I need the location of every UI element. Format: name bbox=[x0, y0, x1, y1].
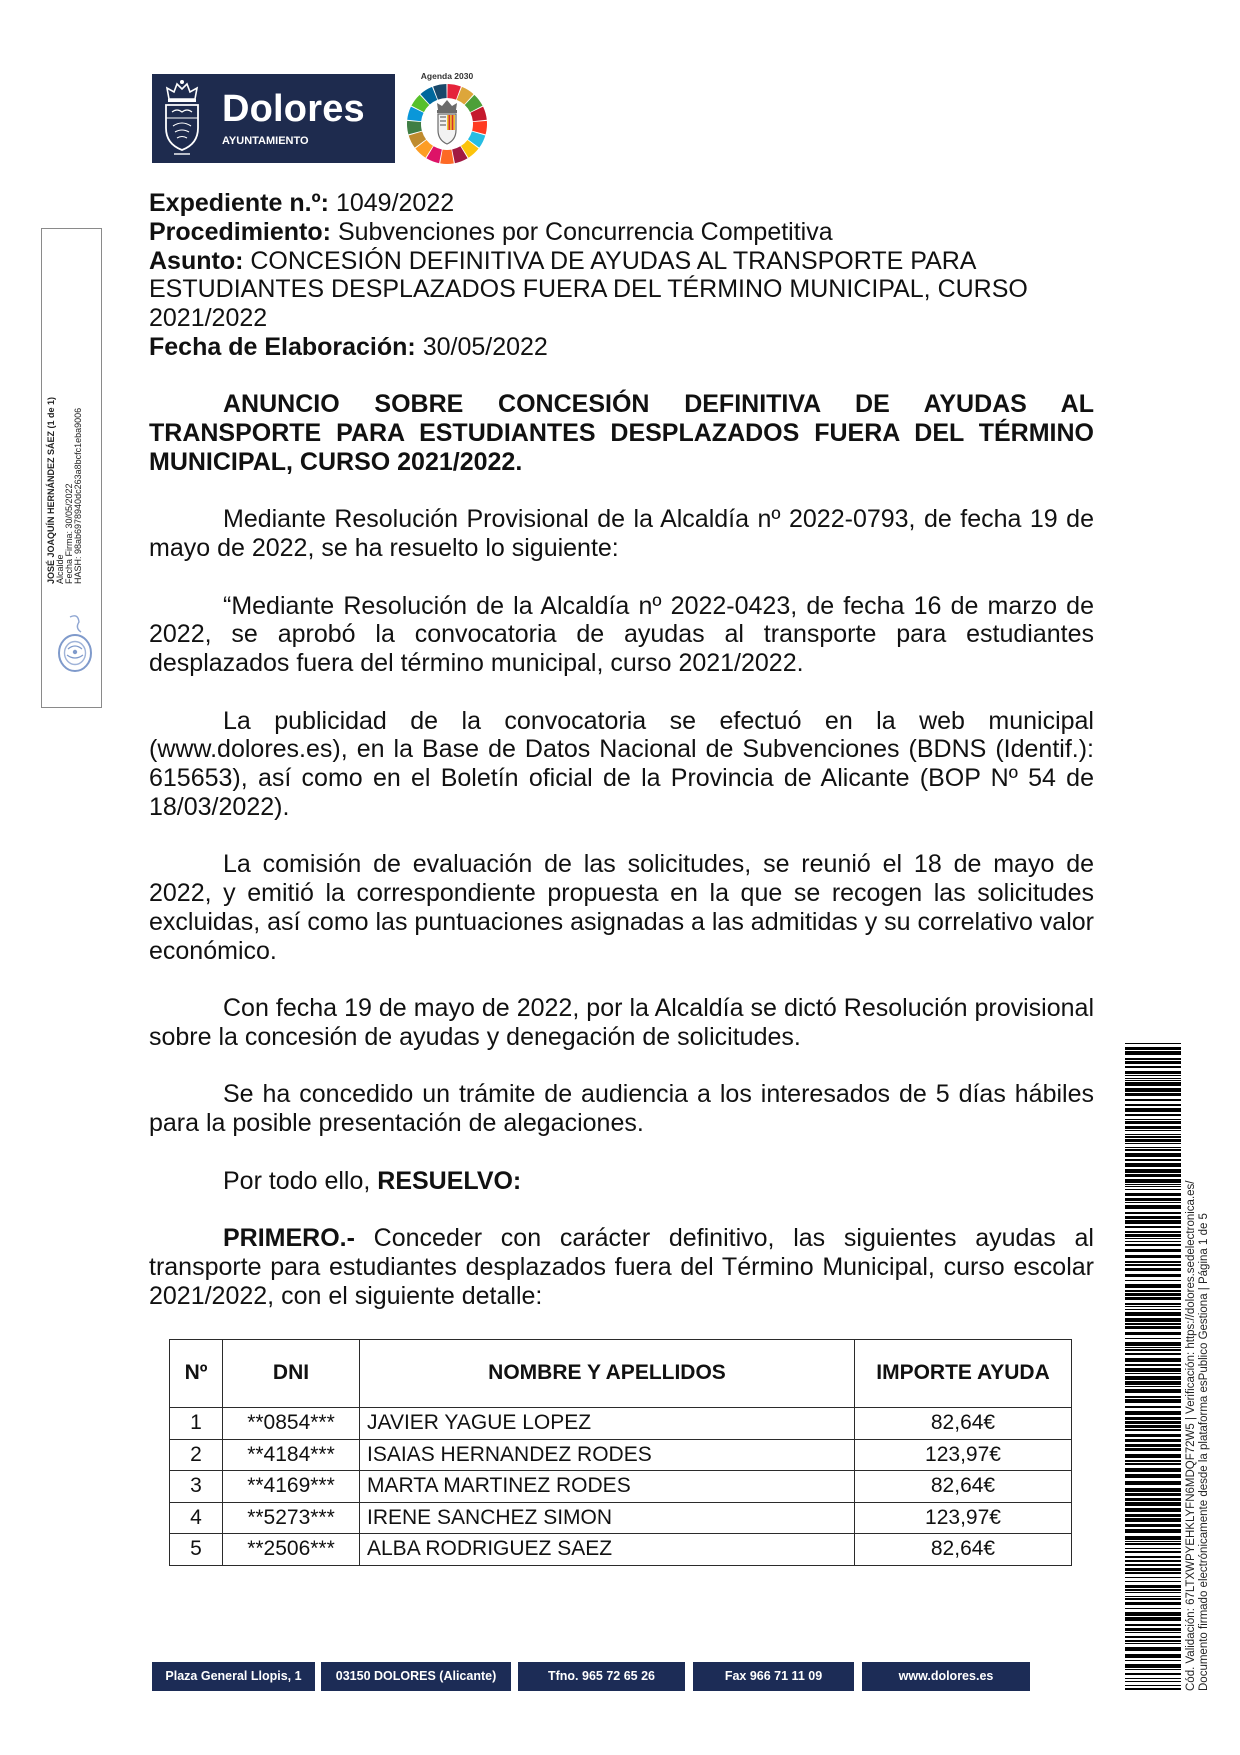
barcode-bar bbox=[1125, 1349, 1181, 1351]
barcode-bar bbox=[1125, 1220, 1181, 1224]
barcode-bar bbox=[1125, 1179, 1181, 1183]
paragraph-publicidad: La publicidad de la convocatoria se efectuó en la web municipal (www.dolores.es), en la Base de Datos Nacional de Subvenciones (BDNS (Identif.): 615653), así como en el Boletín oficial de la Provincia de Alicante (BOP Nº 54 de 18/03/2022). bbox=[149, 706, 1094, 821]
logo-name: Dolores bbox=[222, 88, 365, 130]
document-body bbox=[149, 189, 1094, 1566]
barcode-bar bbox=[1125, 1612, 1181, 1616]
barcode-bar bbox=[1125, 1581, 1181, 1582]
barcode-bar bbox=[1125, 1280, 1181, 1281]
barcode-bar bbox=[1125, 1444, 1181, 1447]
barcode-bar bbox=[1125, 1664, 1181, 1668]
barcode-bar bbox=[1125, 1364, 1181, 1366]
barcode-bar bbox=[1125, 1078, 1181, 1079]
barcode-bar bbox=[1125, 1460, 1181, 1462]
barcode-bar bbox=[1125, 1488, 1181, 1492]
signature-text bbox=[47, 344, 83, 584]
table-row bbox=[170, 1408, 1072, 1440]
barcode-bar bbox=[1125, 1529, 1181, 1533]
paragraph-audiencia: Se ha concedido un trámite de audiencia a los interesados de 5 días hábiles para la posible presentación de alegaciones. bbox=[149, 1080, 1094, 1137]
barcode-bar bbox=[1125, 1193, 1181, 1196]
expediente-line bbox=[149, 189, 1094, 218]
validation-platform-line: Documento firmado electrónicamente desde la plataforma esPublico Gestiona | Página 1 de 5 bbox=[1197, 1213, 1210, 1691]
barcode-bar bbox=[1125, 1608, 1181, 1609]
barcode-bar bbox=[1125, 1163, 1181, 1167]
barcode-bar bbox=[1125, 1212, 1181, 1214]
barcode-bar bbox=[1125, 1108, 1181, 1112]
barcode-bar bbox=[1125, 1628, 1181, 1631]
barcode-bar bbox=[1125, 1439, 1181, 1442]
barcode-bar bbox=[1125, 1082, 1181, 1086]
barcode-bar bbox=[1125, 1255, 1181, 1258]
barcode-bar bbox=[1125, 1481, 1181, 1485]
agenda-2030-logo bbox=[401, 70, 493, 166]
barcode-bar bbox=[1125, 1399, 1181, 1403]
barcode-bar bbox=[1125, 1585, 1181, 1588]
cell-importe: 82,64€ bbox=[855, 1534, 1072, 1566]
barcode-bar bbox=[1125, 1411, 1181, 1415]
barcode-bar bbox=[1125, 1309, 1181, 1310]
cell-dni: **4169*** bbox=[223, 1471, 360, 1503]
barcode-bar bbox=[1125, 1075, 1181, 1076]
barcode-bar bbox=[1125, 1323, 1181, 1325]
cell-nombre: JAVIER YAGUE LOPEZ bbox=[360, 1408, 855, 1440]
barcode-bar bbox=[1125, 1514, 1181, 1517]
barcode-bar bbox=[1125, 1598, 1181, 1600]
barcode-bar bbox=[1125, 1244, 1181, 1246]
barcode-bar bbox=[1125, 1541, 1181, 1542]
barcode-bar bbox=[1125, 1463, 1181, 1465]
barcode-bar bbox=[1125, 1234, 1181, 1237]
barcode-bar bbox=[1125, 1429, 1181, 1431]
barcode-bar bbox=[1125, 1198, 1181, 1201]
table-row bbox=[170, 1471, 1072, 1503]
barcode-bar bbox=[1125, 1293, 1181, 1296]
barcode-bar bbox=[1125, 1358, 1181, 1362]
barcode-bar bbox=[1125, 1596, 1181, 1597]
barcode-bar bbox=[1125, 1421, 1181, 1424]
cell-dni: **5273*** bbox=[223, 1502, 360, 1534]
asunto-value: CONCESIÓN DEFINITIVA DE AYUDAS AL TRANSPORTE PARA ESTUDIANTES DESPLAZADOS FUERA DEL TÉRMINO MUNICIPAL, CURSO 2021/2022 bbox=[149, 246, 1028, 332]
barcode-bar bbox=[1125, 1681, 1181, 1682]
barcode-bar bbox=[1125, 1548, 1181, 1549]
asunto-line bbox=[149, 247, 1094, 333]
ayudas-table bbox=[169, 1339, 1072, 1566]
barcode-bar bbox=[1125, 1189, 1181, 1190]
procedimiento-value: Subvenciones por Concurrencia Competitiva bbox=[337, 217, 833, 246]
cell-numero: 1 bbox=[170, 1408, 223, 1440]
barcode-bar bbox=[1125, 1592, 1181, 1593]
expediente-value: 1049/2022 bbox=[335, 189, 455, 217]
barcode-bar bbox=[1125, 1290, 1181, 1292]
barcode-bar bbox=[1125, 1061, 1181, 1064]
barcode-bar bbox=[1125, 1130, 1181, 1131]
barcode-bar bbox=[1125, 1654, 1181, 1658]
barcode-bar bbox=[1125, 1640, 1181, 1642]
barcode-bar bbox=[1125, 1632, 1181, 1633]
barcode-bar bbox=[1125, 1332, 1181, 1335]
barcode-bar bbox=[1125, 1373, 1181, 1374]
procedimiento-line bbox=[149, 218, 1094, 247]
barcode-bar bbox=[1125, 1389, 1181, 1393]
barcode-bar bbox=[1125, 1264, 1181, 1266]
paragraph-convocatoria: “Mediante Resolución de la Alcaldía nº 2022-0423, de fecha 16 de marzo de 2022, se aprobó la convocatoria de ayudas al transporte para estudiantes desplazados fuera del término municipal, curso 2021/2022. bbox=[149, 591, 1094, 677]
barcode-bar bbox=[1125, 1186, 1181, 1187]
barcode-bar bbox=[1125, 1386, 1181, 1387]
barcode-bar bbox=[1125, 1066, 1181, 1068]
primero-label: PRIMERO.- bbox=[223, 1224, 355, 1252]
barcode-bar bbox=[1125, 1297, 1181, 1300]
barcode-bar bbox=[1125, 1602, 1181, 1605]
barcode-bar bbox=[1125, 1468, 1181, 1472]
barcode-bar bbox=[1125, 1080, 1181, 1081]
barcode-bar bbox=[1125, 1406, 1181, 1408]
barcode-bar bbox=[1125, 1685, 1181, 1686]
barcode-bar bbox=[1125, 1518, 1181, 1522]
barcode-bar bbox=[1125, 1577, 1181, 1578]
barcode-bar bbox=[1125, 1617, 1181, 1621]
barcode-bar bbox=[1125, 1043, 1181, 1044]
barcode-bar bbox=[1125, 1088, 1181, 1092]
barcode-bar bbox=[1125, 1502, 1181, 1506]
barcode-bar bbox=[1125, 1274, 1181, 1277]
barcode-bar bbox=[1125, 1669, 1181, 1670]
barcode-bar bbox=[1125, 1147, 1181, 1148]
barcode-bar bbox=[1125, 1347, 1181, 1348]
cell-importe: 82,64€ bbox=[855, 1408, 1072, 1440]
barcode-bar bbox=[1125, 1688, 1181, 1690]
barcode-bar bbox=[1125, 1425, 1181, 1428]
barcode-bar bbox=[1125, 1678, 1181, 1679]
document-title: ANUNCIO SOBRE CONCESIÓN DEFINITIVA DE AYUDAS AL TRANSPORTE PARA ESTUDIANTES DESPLAZADOS FUERA DEL TÉRMINO MUNICIPAL, CURSO 2021/2022. bbox=[149, 390, 1094, 476]
barcode-bar bbox=[1125, 1136, 1181, 1138]
signer-name: JOSÉ JOAQUÍN HERNÁNDEZ SÁEZ (1 de 1) bbox=[46, 396, 56, 584]
barcode-bar bbox=[1125, 1119, 1181, 1120]
barcode-bar bbox=[1125, 1202, 1181, 1203]
barcode-bar bbox=[1125, 1508, 1181, 1512]
cell-dni: **0854*** bbox=[223, 1408, 360, 1440]
barcode-bar bbox=[1125, 1572, 1181, 1574]
cell-numero: 5 bbox=[170, 1534, 223, 1566]
barcode-bar bbox=[1125, 1564, 1181, 1566]
barcode-bar bbox=[1125, 1660, 1181, 1661]
barcode-bar bbox=[1125, 1543, 1181, 1545]
barcode-bar bbox=[1125, 1071, 1181, 1074]
barcode-bar bbox=[1125, 1047, 1181, 1050]
barcode-bar bbox=[1125, 1051, 1181, 1055]
cell-dni: **2506*** bbox=[223, 1534, 360, 1566]
validation-code-line: Cód. Validación: 67LTXWPYEHKLYFN6MDQF72W5 | Verificación: https://dolores.sedelectronica.es/ bbox=[1185, 1180, 1197, 1691]
fecha-label: Fecha de Elaboración: bbox=[149, 332, 416, 361]
coat-of-arms-icon bbox=[160, 78, 204, 158]
barcode-bar bbox=[1125, 1396, 1181, 1398]
signer-role: Alcalde bbox=[55, 554, 65, 584]
footer-address: Plaza General Llopis, 1 bbox=[152, 1662, 315, 1691]
expediente-label: Expediente n.º: bbox=[149, 189, 329, 217]
barcode-bar bbox=[1125, 1114, 1181, 1116]
barcode-bar bbox=[1125, 1268, 1181, 1271]
barcode-bar bbox=[1125, 1249, 1181, 1252]
barcode-bar bbox=[1125, 1143, 1181, 1144]
cell-nombre: MARTA MARTINEZ RODES bbox=[360, 1471, 855, 1503]
resuelvo-lead: Por todo ello, bbox=[223, 1166, 378, 1195]
paragraph-resuelvo bbox=[149, 1167, 1094, 1196]
signature-date: Fecha Firma: 30/05/2022 bbox=[64, 483, 74, 584]
header-nombre: NOMBRE Y APELLIDOS bbox=[360, 1340, 855, 1408]
validation-barcode bbox=[1125, 1043, 1181, 1690]
barcode-bar bbox=[1125, 1058, 1181, 1060]
barcode-bar bbox=[1125, 1589, 1181, 1591]
cell-nombre: ALBA RODRIGUEZ SAEZ bbox=[360, 1534, 855, 1566]
cell-numero: 3 bbox=[170, 1471, 223, 1503]
paragraph-comision: La comisión de evaluación de las solicitudes, se reunió el 18 de mayo de 2022, y emitió la correspondiente propuesta en la que se recogen las solicitudes excluidas, así como las puntuaciones asignadas a las admitidas y su correlativo valor económico. bbox=[149, 850, 1094, 965]
cell-importe: 123,97€ bbox=[855, 1502, 1072, 1534]
table-header-row bbox=[170, 1340, 1072, 1408]
barcode-bar bbox=[1125, 1368, 1181, 1372]
barcode-bar bbox=[1125, 1226, 1181, 1228]
barcode-bar bbox=[1125, 1536, 1181, 1540]
barcode-bar bbox=[1125, 1241, 1181, 1242]
barcode-bar bbox=[1125, 1448, 1181, 1451]
agenda-label: Agenda 2030 bbox=[420, 71, 474, 81]
barcode-bar bbox=[1125, 1205, 1181, 1209]
barcode-bar bbox=[1125, 1624, 1181, 1626]
barcode-bar bbox=[1125, 1303, 1181, 1305]
cell-numero: 2 bbox=[170, 1439, 223, 1471]
cell-nombre: ISAIAS HERNANDEZ RODES bbox=[360, 1439, 855, 1471]
barcode-bar bbox=[1125, 1636, 1181, 1638]
barcode-bar bbox=[1125, 1673, 1181, 1675]
barcode-bar bbox=[1125, 1126, 1181, 1129]
barcode-bar bbox=[1125, 1556, 1181, 1558]
cell-importe: 123,97€ bbox=[855, 1439, 1072, 1471]
barcode-bar bbox=[1125, 1454, 1181, 1458]
cell-importe: 82,64€ bbox=[855, 1471, 1072, 1503]
barcode-bar bbox=[1125, 1121, 1181, 1124]
barcode-bar bbox=[1125, 1104, 1181, 1106]
barcode-bar bbox=[1125, 1184, 1181, 1185]
barcode-bar bbox=[1125, 1238, 1181, 1239]
barcode-bar bbox=[1125, 1551, 1181, 1553]
header-importe: IMPORTE AYUDA bbox=[855, 1340, 1072, 1408]
barcode-bar bbox=[1125, 1353, 1181, 1355]
cell-dni: **4184*** bbox=[223, 1439, 360, 1471]
agenda-wheel-segment bbox=[440, 150, 454, 164]
file-metadata bbox=[149, 189, 1094, 362]
cell-numero: 4 bbox=[170, 1502, 223, 1534]
barcode-bar bbox=[1125, 1174, 1181, 1177]
barcode-bar bbox=[1125, 1498, 1181, 1501]
footer-phone: Tfno. 965 72 65 26 bbox=[518, 1662, 685, 1691]
table-row bbox=[170, 1502, 1072, 1534]
barcode-bar bbox=[1125, 1261, 1181, 1263]
cell-nombre: IRENE SANCHEZ SIMON bbox=[360, 1502, 855, 1534]
header-dni: DNI bbox=[223, 1340, 360, 1408]
barcode-bar bbox=[1125, 1434, 1181, 1437]
barcode-bar bbox=[1125, 1134, 1181, 1135]
barcode-bar bbox=[1125, 1318, 1181, 1322]
barcode-bar bbox=[1125, 1376, 1181, 1380]
barcode-bar bbox=[1125, 1284, 1181, 1288]
barcode-bar bbox=[1125, 1342, 1181, 1346]
barcode-bar bbox=[1125, 1493, 1181, 1496]
barcode-bar bbox=[1125, 1524, 1181, 1527]
asunto-label: Asunto: bbox=[149, 246, 244, 275]
agenda-emblem-icon bbox=[437, 100, 457, 144]
barcode-bar bbox=[1125, 1216, 1181, 1219]
barcode-bar bbox=[1125, 1647, 1181, 1651]
barcode-bar bbox=[1125, 1149, 1181, 1151]
barcode-bar bbox=[1125, 1093, 1181, 1096]
barcode-bar bbox=[1125, 1417, 1181, 1420]
barcode-bar bbox=[1125, 1159, 1181, 1161]
resuelvo-strong: RESUELVO: bbox=[377, 1166, 522, 1195]
table-row bbox=[170, 1439, 1072, 1471]
paragraph-resolucion-provisional: Mediante Resolución Provisional de la Alcaldía nº 2022-0793, de fecha 19 de mayo de 2022, se ha resuelto lo siguiente: bbox=[149, 505, 1094, 562]
paragraph-resolucion-fecha: Con fecha 19 de mayo de 2022, por la Alcaldía se dictó Resolución provisional sobre la concesión de ayudas y denegación de solicitudes. bbox=[149, 994, 1094, 1051]
logo-subtitle: AYUNTAMIENTO bbox=[222, 135, 309, 147]
barcode-bar bbox=[1125, 1326, 1181, 1329]
footer-fax: Fax 966 71 11 09 bbox=[693, 1662, 854, 1691]
barcode-bar bbox=[1125, 1306, 1181, 1307]
procedimiento-label: Procedimiento: bbox=[149, 217, 331, 246]
barcode-bar bbox=[1125, 1153, 1181, 1157]
validation-text bbox=[1185, 1091, 1210, 1691]
barcode-bar bbox=[1125, 1643, 1181, 1644]
barcode-bar bbox=[1125, 1169, 1181, 1173]
barcode-bar bbox=[1125, 1139, 1181, 1142]
barcode-bar bbox=[1125, 1568, 1181, 1571]
barcode-bar bbox=[1125, 1231, 1181, 1233]
paragraph-primero bbox=[149, 1224, 1094, 1310]
fecha-value: 30/05/2022 bbox=[422, 332, 548, 361]
ayuntamiento-logo bbox=[152, 74, 395, 163]
barcode-bar bbox=[1125, 1099, 1181, 1101]
fecha-line bbox=[149, 333, 1094, 362]
barcode-bar bbox=[1125, 1312, 1181, 1316]
barcode-bar bbox=[1125, 1338, 1181, 1339]
barcode-bar bbox=[1125, 1381, 1181, 1385]
barcode-bar bbox=[1125, 1474, 1181, 1478]
footer-postal: 03150 DOLORES (Alicante) bbox=[321, 1662, 511, 1691]
signature-hash: HASH: 98ab6978940dc263a8bcfc1eba9006 bbox=[73, 407, 83, 584]
signature-seal-icon bbox=[54, 613, 96, 677]
barcode-bar bbox=[1125, 1560, 1181, 1562]
primero-text: Conceder con carácter definitivo, las siguientes ayudas al transporte para estudiantes desplazados fuera del Término Municipal, curso escolar 2021/2022, con el siguiente detalle: bbox=[149, 1224, 1094, 1310]
header-numero: Nº bbox=[170, 1340, 223, 1408]
table-row bbox=[170, 1534, 1072, 1566]
footer-web: www.dolores.es bbox=[862, 1662, 1030, 1691]
